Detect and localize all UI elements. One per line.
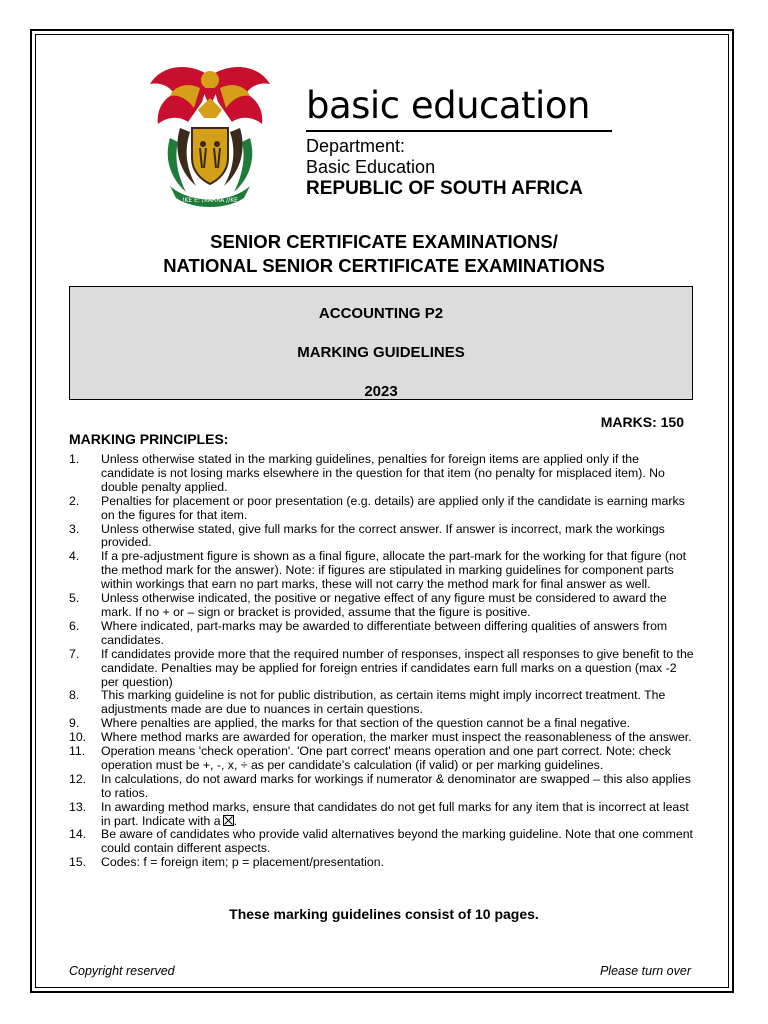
list-item: 5. Unless otherwise indicated, the positive or negative effect of any figure must be considered to award the mark. If no + or – sign or bracket is provided, assume that the figure is positive. <box>69 591 667 619</box>
list-item: 15. Codes: f = foreign item; p = placement/presentation. <box>69 855 384 870</box>
list-item: 14. Be aware of candidates who provide valid alternatives beyond the marking guideline. Note that one comment could contain different aspects. <box>69 827 693 856</box>
list-item: 10. Where method marks are awarded for operation, the marker must inspect the reasonableness of the answer. <box>69 730 692 745</box>
list-item: 1. Unless otherwise stated in the marking guidelines, penalties for foreign items are applied only if the candidate is not losing marks elsewhere in the question for that item (no penalty for misplaced item). No double penalty applied. <box>69 452 665 494</box>
exam-title <box>0 230 768 278</box>
list-item: 12. In calculations, do not award marks for workings if numerator & denominator are swapped – this also applies to ratios. <box>69 771 691 800</box>
list-item: 8. This marking guideline is not for public distribution, as certain items might imply incorrect treatment. The adjustments made are due to nuances in certain questions. <box>69 688 666 717</box>
principles-list <box>69 453 695 870</box>
copyright-notice: Copyright reserved <box>69 964 175 978</box>
department-name: Basic Education <box>306 157 436 177</box>
brand-title: basic education <box>306 84 590 127</box>
crossed-box-icon <box>223 815 234 826</box>
exam-year: 2023 <box>364 383 398 400</box>
list-item: 13. In awarding method marks, ensure that candidates do not get full marks for any item that is incorrect at least in part. Indicate with a . <box>69 799 689 828</box>
subject-box <box>69 286 693 400</box>
list-item: 4. If a pre-adjustment figure is shown as a final figure, allocate the part-mark for the working for that figure (not the method mark for the answer). Note: if figures are stipulated in marking guidelines for component parts within workings that earn no part marks, these will not carry the method mark for final answer as well. <box>69 549 687 592</box>
list-item: 3. Unless otherwise stated, give full marks for the correct answer. If answer is incorrect, mark the workings provided. <box>69 521 665 550</box>
coat-of-arms-icon <box>140 58 280 208</box>
total-marks: MARKS: 150 <box>600 414 684 430</box>
list-item: 9. Where penalties are applied, the marks for that section of the question cannot be a final negative. <box>69 716 631 731</box>
list-item: 11. Operation means 'check operation'. 'One part correct' means operation and one part correct. Note: check operation must be +, -, x, ÷ as per candidate's calculation (if valid) or per marking guidelines. <box>69 744 671 772</box>
subject-name: ACCOUNTING P2 <box>318 305 444 322</box>
turn-over-notice: Please turn over <box>599 964 691 978</box>
list-item: 6. Where indicated, part-marks may be awarded to differentiate between differing qualities of answers from candidates. <box>69 618 668 647</box>
brand-underline <box>306 130 612 132</box>
department-brand <box>306 84 612 199</box>
department-label: Department: <box>306 136 406 156</box>
pages-note: These marking guidelines consist of 10 pages. <box>229 906 539 922</box>
list-item: 2. Penalties for placement or poor presentation (e.g. details) are applied only if the candidate is earning marks on the figures for that item. <box>69 493 685 522</box>
exam-title-line2: NATIONAL SENIOR CERTIFICATE EXAMINATIONS <box>163 255 605 276</box>
principles-heading: MARKING PRINCIPLES: <box>69 431 229 447</box>
document-type: MARKING GUIDELINES <box>297 344 465 361</box>
svg-text:!KE E: /XARRA //KE: !KE E: /XARRA //KE <box>182 197 238 204</box>
country-name: REPUBLIC OF SOUTH AFRICA <box>306 178 583 199</box>
list-item: 7. If candidates provide more that the required number of responses, inspect all responses to give benefit to the candidate. Penalties may be applied for foreign entries if candidates earn full marks on a question (max -2 per question) <box>69 646 694 689</box>
exam-title-line1: SENIOR CERTIFICATE EXAMINATIONS/ <box>210 231 558 252</box>
